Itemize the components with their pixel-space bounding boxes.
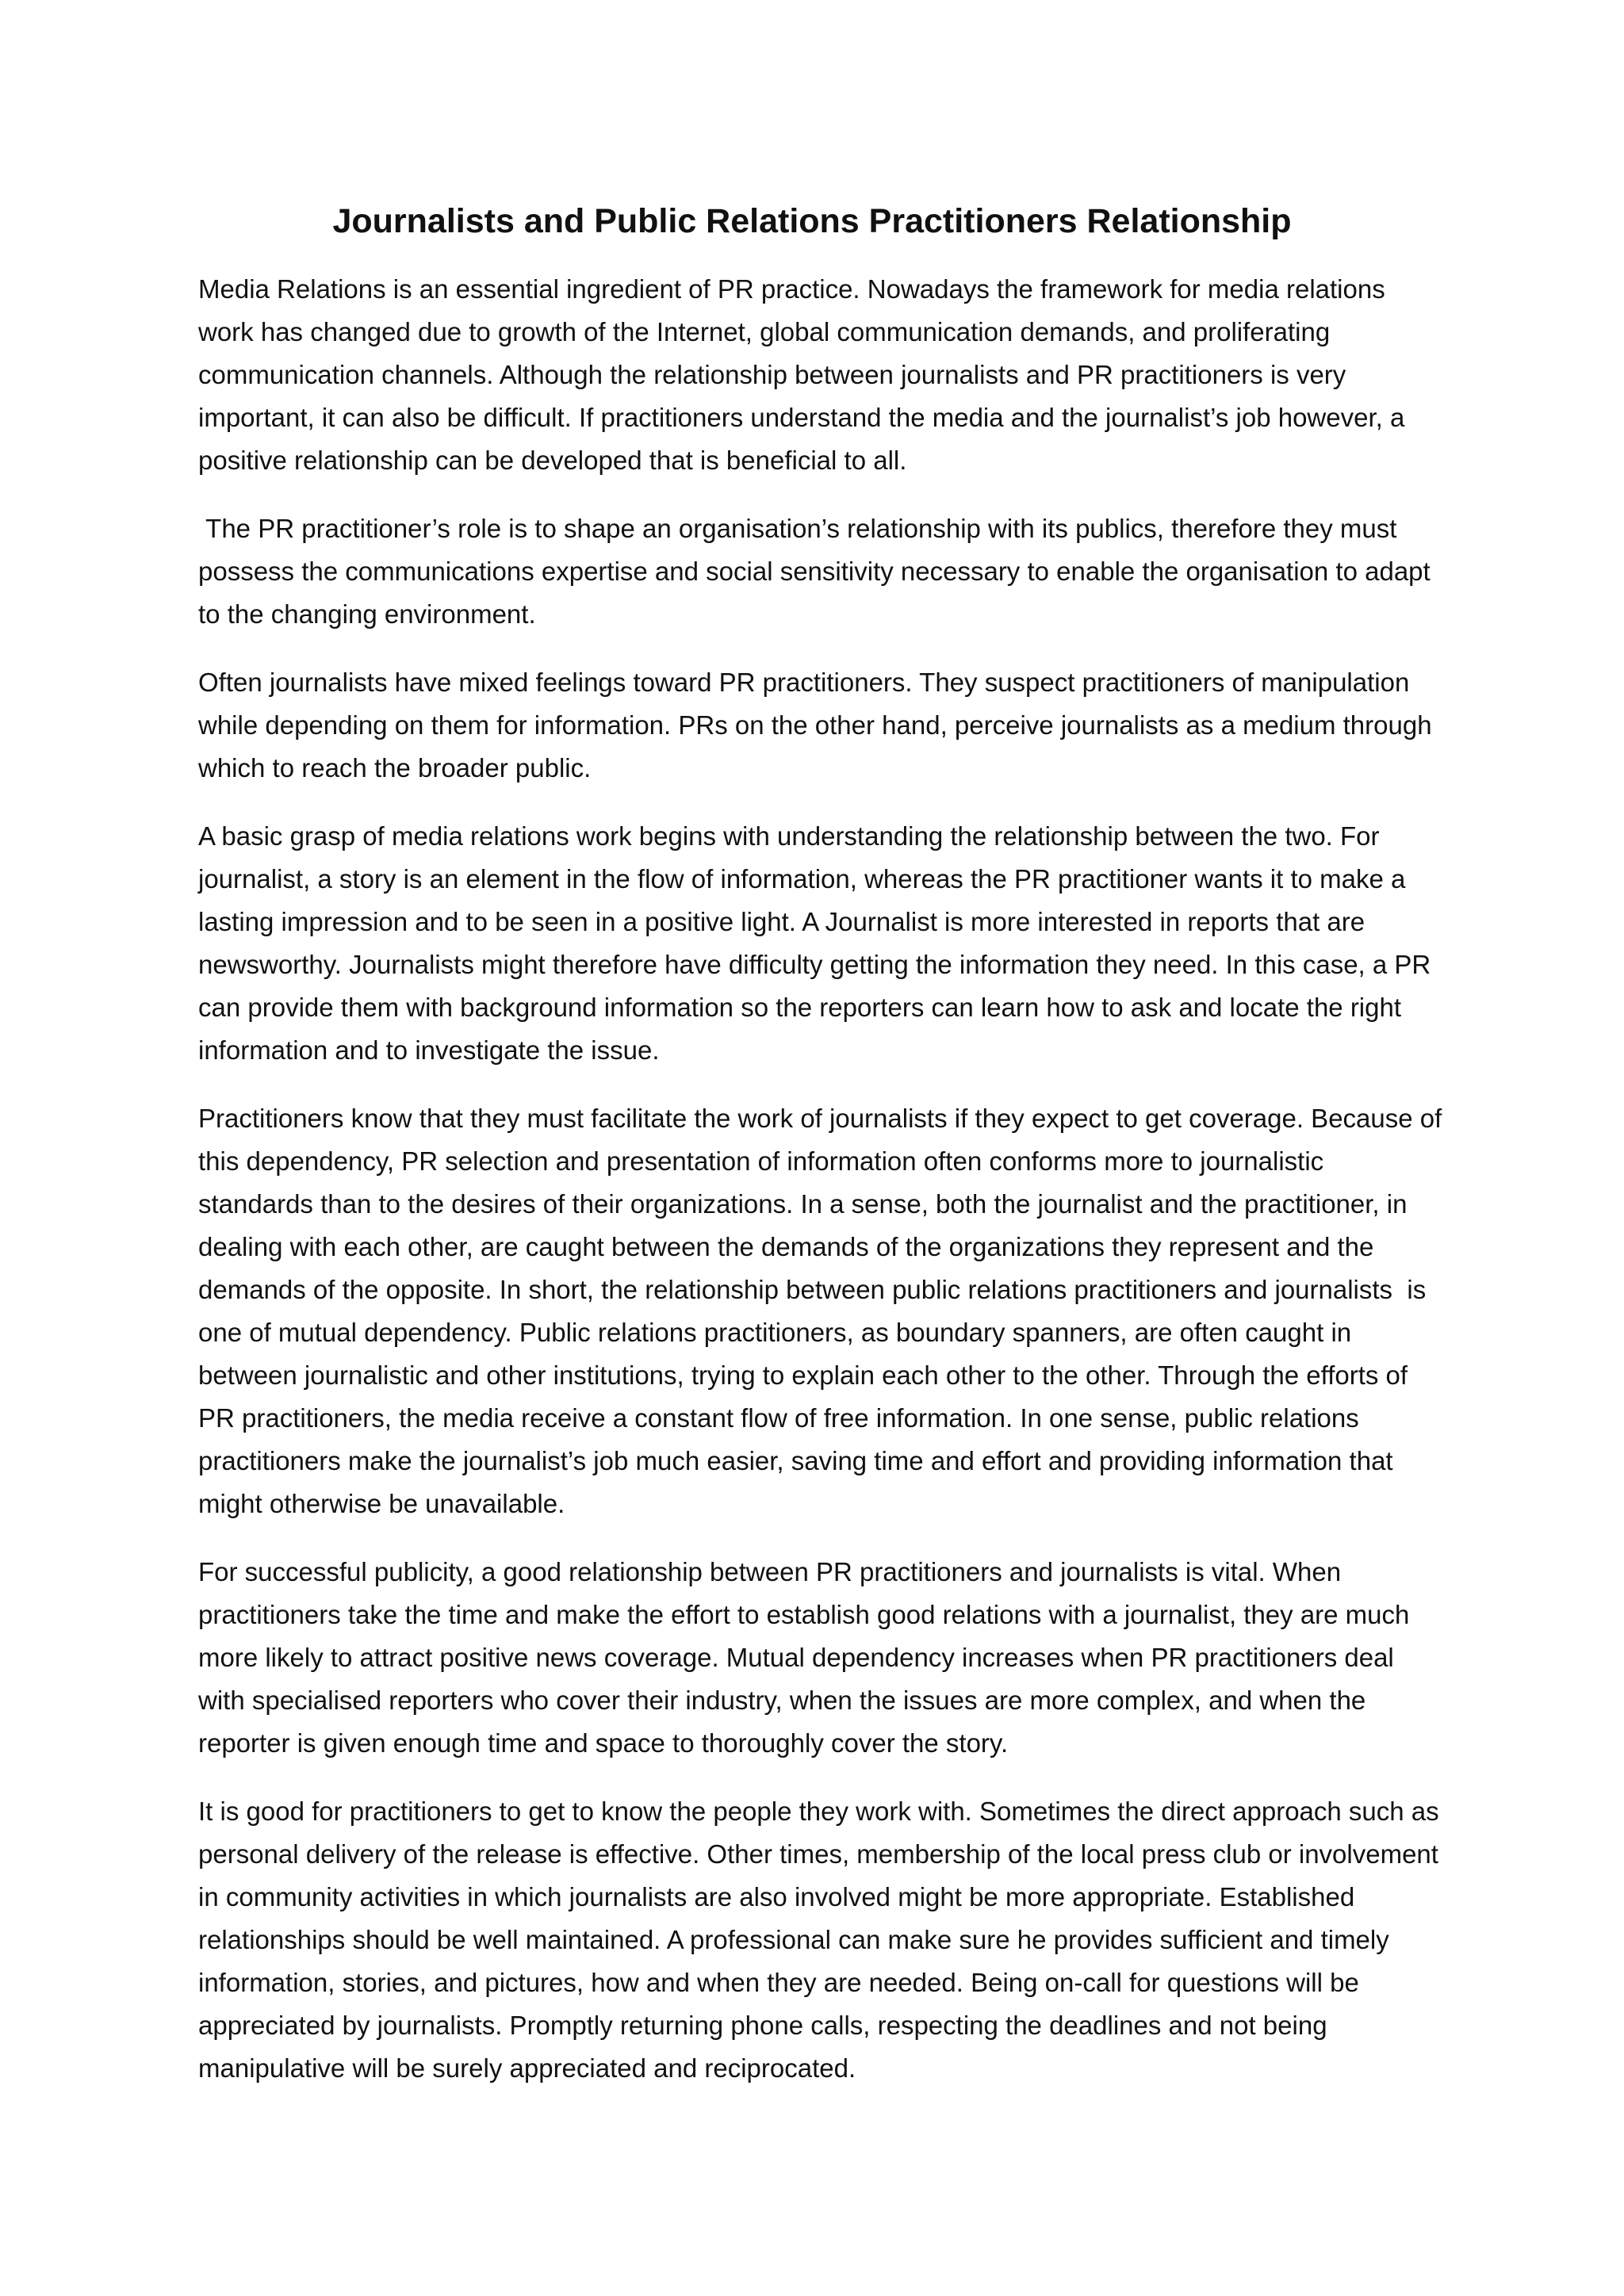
page-title: Journalists and Public Relations Practitioners Relationship: [332, 202, 1292, 240]
paragraph-1: Media Relations is an essential ingredient of PR practice. Nowadays the framework for media relations work has changed due to growth of the Internet, global communication demands, and proliferating communication channels. Although the relationship between journalists and PR practitioners is very important, it can also be difficult. If practitioners understand the media and the journalist’s job however, a positive relationship can be developed that is beneficial to all.: [198, 274, 1412, 475]
paragraph-7: It is good for practitioners to get to know the people they work with. Sometimes the direct approach such as personal delivery of the release is effective. Other times, membership of the local press club or involvement in community activities in which journalists are also involved might be more appropriate. Established relationships should be well maintained. A professional can make sure he provides sufficient and timely information, stories, and pictures, how and when they are needed. Being on-call for questions will be appreciated by journalists. Promptly returning phone calls, respecting the deadlines and not being manipulative will be surely appreciated and reciprocated.: [198, 1797, 1446, 2083]
paragraph-6: For successful publicity, a good relationship between PR practitioners and journalists is vital. When practitioners take the time and make the effort to establish good relations with a journalist, they are much more likely to attract positive news coverage. Mutual dependency increases when PR practitioners deal with specialised reporters who cover their industry, when the issues are more complex, and when the reporter is given enough time and space to thoroughly cover the story.: [198, 1557, 1417, 1758]
document-body: [198, 268, 1450, 2090]
paragraph-5: Practitioners know that they must facilitate the work of journalists if they expect to get coverage. Because of this dependency, PR selection and presentation of information often conforms more to journalistic standards than to the desires of their organizations. In a sense, both the journalist and the practitioner, in dealing with each other, are caught between the demands of the organizations they represent and the demands of the opposite. In short, the relationship between public relations practitioners and journalists is one of mutual dependency. Public relations practitioners, as boundary spanners, are often caught in between journalistic and other institutions, trying to explain each other to the other. Through the efforts of PR practitioners, the media receive a constant flow of free information. In one sense, public relations practitioners make the journalist’s job much easier, saving time and effort and providing information that might otherwise be unavailable.: [198, 1104, 1450, 1518]
paragraph-4: A basic grasp of media relations work begins with understanding the relationship between the two. For journalist, a story is an element in the flow of information, whereas the PR practitioner wants it to make a lasting impression and to be seen in a positive light. A Journalist is more interested in reports that are newsworthy. Journalists might therefore have difficulty getting the information they need. In this case, a PR can provide them with background information so the reporters can learn how to ask and locate the right information and to investigate the issue.: [198, 821, 1438, 1065]
paragraph-3: Often journalists have mixed feelings toward PR practitioners. They suspect practitioners of manipulation while depending on them for information. PRs on the other hand, perceive journalists as a medium through which to reach the broader public.: [198, 668, 1439, 783]
paragraph-2: The PR practitioner’s role is to shape an organisation’s relationship with its publics, therefore they must possess the communications expertise and social sensitivity necessary to enable the organisation to adapt to the changing environment.: [198, 514, 1438, 629]
